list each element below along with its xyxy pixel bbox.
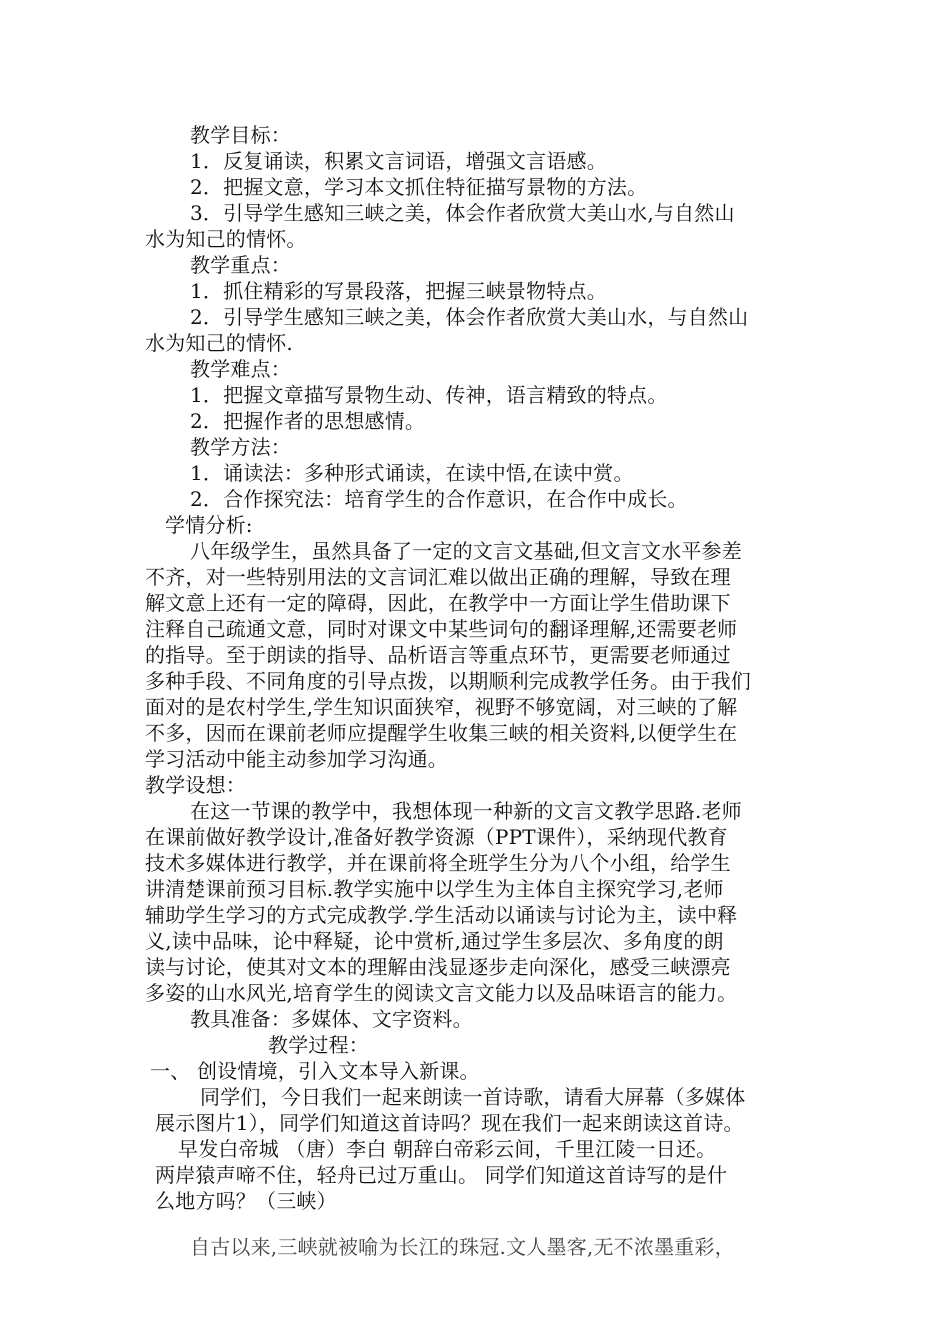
question-line: 么地方吗？（三峡） bbox=[155, 1189, 337, 1213]
concept-line: 义,读中品味，论中释疑，论中赏析,通过学生多层次、多角度的朗 bbox=[145, 929, 724, 953]
method-2: 2．合作探究法：培育学生的合作意识，在合作中成长。 bbox=[190, 487, 688, 511]
heading-student-analysis: 学情分析: bbox=[165, 513, 253, 537]
analysis-line: 的指导。至于朗读的指导、品析语言等重点环节，更需要老师通过 bbox=[145, 643, 731, 667]
intro-line: 展示图片1），同学们知道这首诗吗？现在我们一起来朗读这首诗。 bbox=[155, 1111, 744, 1135]
goal-item-1: 1．反复诵读，积累文言词语，增强文言语感。 bbox=[190, 149, 607, 173]
analysis-line: 学习活动中能主动参加学习沟通。 bbox=[145, 747, 448, 771]
heading-teaching-concept: 教学设想： bbox=[145, 773, 246, 797]
key-point-1: 1．抓住精彩的写景段落，把握三峡景物特点。 bbox=[190, 279, 607, 303]
analysis-line: 不多，因而在课前老师应提醒学生收集三峡的相关资料,以便学生在 bbox=[145, 721, 738, 745]
analysis-line: 面对的是农村学生,学生知识面狭窄，视野不够宽阔，对三峡的了解 bbox=[145, 695, 738, 719]
heading-teaching-goals: 教学目标： bbox=[190, 123, 291, 147]
analysis-line: 多种手段、不同角度的引导点拨，以期顺利完成教学任务。由于我们 bbox=[145, 669, 751, 693]
analysis-line: 解文意上还有一定的障碍，因此，在教学中一方面让学生借助课下 bbox=[145, 591, 731, 615]
concept-line: 在课前做好教学设计,准备好教学资源（PPT课件），采纳现代教育 bbox=[145, 825, 728, 849]
analysis-line: 不齐，对一些特别用法的文言词汇难以做出正确的理解，导致在理 bbox=[145, 565, 731, 589]
goal-item-3: 3．引导学生感知三峡之美，体会作者欣赏大美山水,与自然山 bbox=[190, 201, 735, 225]
analysis-line: 注释自己疏通文意，同时对课文中某些词句的翻译理解,还需要老师 bbox=[145, 617, 738, 641]
concept-line: 在这一节课的教学中，我想体现一种新的文言文教学思路.老师 bbox=[190, 799, 742, 823]
closing-line: 自古以来,三峡就被喻为长江的珠冠.文人墨客,无不浓墨重彩， bbox=[190, 1235, 735, 1259]
key-point-2-cont: 水为知己的情怀. bbox=[145, 331, 293, 355]
difficulty-2: 2．把握作者的思想感情。 bbox=[190, 409, 426, 433]
method-1: 1．诵读法：多种形式诵读，在读中悟,在读中赏。 bbox=[190, 461, 634, 485]
heading-key-points: 教学重点： bbox=[190, 253, 291, 277]
poem-line: 两岸猿声啼不住，轻舟已过万重山。 同学们知道这首诗写的是什 bbox=[155, 1163, 728, 1187]
analysis-line: 八年级学生，虽然具备了一定的文言文基础,但文言文水平参差 bbox=[190, 539, 742, 563]
goal-item-3-cont: 水为知己的情怀。 bbox=[145, 227, 307, 251]
goal-item-2: 2．把握文意，学习本文抓住特征描写景物的方法。 bbox=[190, 175, 648, 199]
difficulty-1: 1．把握文章描写景物生动、传神，语言精致的特点。 bbox=[190, 383, 668, 407]
concept-line: 辅助学生学习的方式完成教学.学生活动以诵读与讨论为主，读中释 bbox=[145, 903, 738, 927]
teaching-aids: 教具准备：多媒体、文字资料。 bbox=[190, 1007, 473, 1031]
concept-line: 技术多媒体进行教学，并在课前将全班学生分为八个小组，给学生 bbox=[145, 851, 731, 875]
heading-teaching-process: 教学过程： bbox=[268, 1033, 369, 1057]
heading-difficulties: 教学难点： bbox=[190, 357, 291, 381]
poem-line: 早发白帝城 （唐）李白 朝辞白帝彩云间，千里江陵一日还。 bbox=[178, 1137, 717, 1161]
section-one-title: 一、 创设情境，引入文本导入新课。 bbox=[150, 1059, 480, 1083]
key-point-2: 2．引导学生感知三峡之美，体会作者欣赏大美山水，与自然山 bbox=[190, 305, 749, 329]
concept-line: 多姿的山水风光,培育学生的阅读文言文能力以及品味语言的能力。 bbox=[145, 981, 738, 1005]
intro-line: 同学们，今日我们一起来朗读一首诗歌，请看大屏幕（多媒体 bbox=[200, 1085, 746, 1109]
heading-methods: 教学方法： bbox=[190, 435, 291, 459]
concept-line: 读与讨论，使其对文本的理解由浅显逐步走向深化，感受三峡漂亮 bbox=[145, 955, 731, 979]
concept-line: 讲清楚课前预习目标.教学实施中以学生为主体自主探究学习,老师 bbox=[145, 877, 724, 901]
